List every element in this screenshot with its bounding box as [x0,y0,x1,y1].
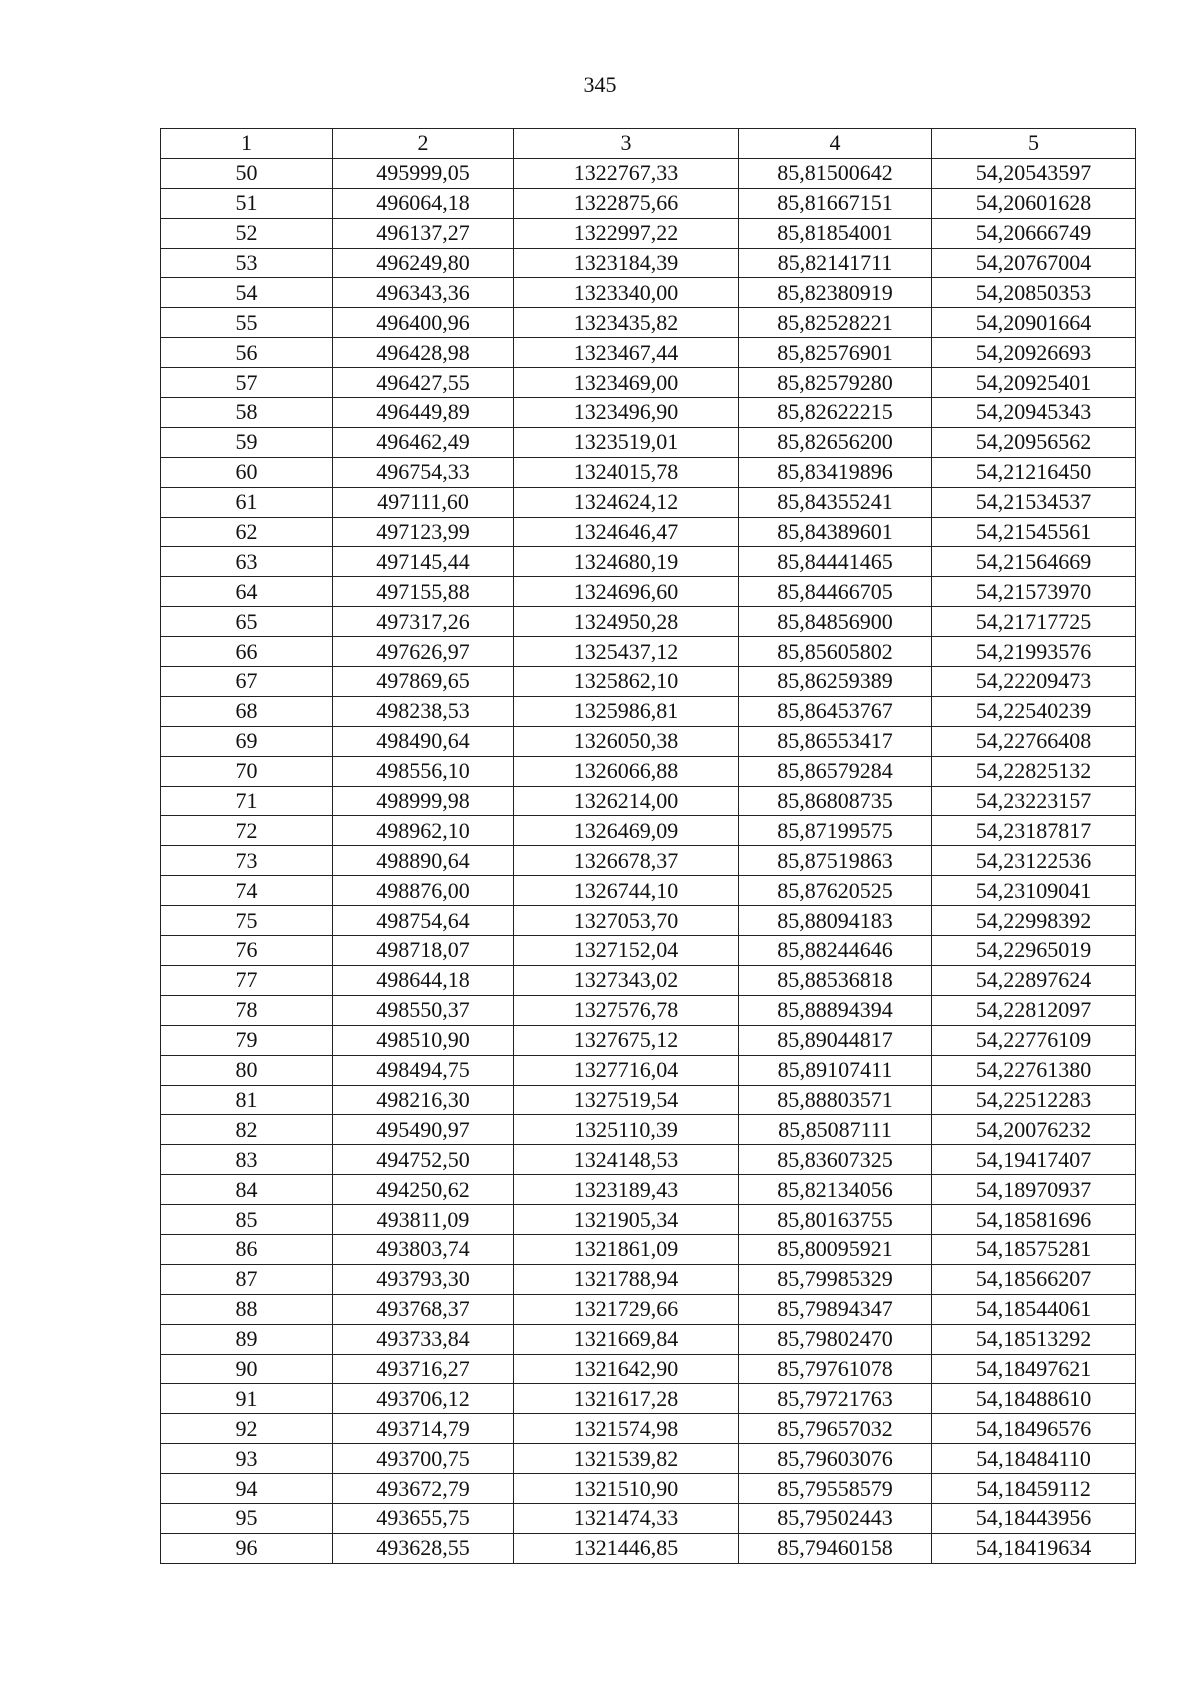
table-row [161,1145,1136,1175]
table-cell: 54,18488610 [932,1384,1136,1414]
table-cell: 55 [161,308,333,338]
table-cell: 85,86553417 [739,726,932,756]
table-row [161,936,1136,966]
table-header [161,129,1136,159]
table-row [161,1115,1136,1145]
table-cell: 54,18566207 [932,1264,1136,1294]
table-cell: 64 [161,577,333,607]
table-row [161,667,1136,697]
table-cell: 54,22897624 [932,965,1136,995]
table-cell: 72 [161,816,333,846]
table-cell: 85 [161,1205,333,1235]
table-cell: 54,18484110 [932,1444,1136,1474]
table-body [161,158,1136,1563]
table-cell: 496462,49 [333,427,514,457]
table-cell: 85,82622215 [739,398,932,428]
table-cell: 54,20601628 [932,188,1136,218]
table-cell: 85,81500642 [739,158,932,188]
table-cell: 85,87199575 [739,816,932,846]
table-cell: 498644,18 [333,965,514,995]
table-cell: 88 [161,1294,333,1324]
table-cell: 1327519,54 [514,1085,739,1115]
table-cell: 498510,90 [333,1025,514,1055]
table-cell: 496064,18 [333,188,514,218]
table-cell: 496428,98 [333,338,514,368]
table-row [161,218,1136,248]
table-cell: 498556,10 [333,756,514,786]
table-cell: 497123,99 [333,517,514,547]
table-cell: 1321729,66 [514,1294,739,1324]
table-cell: 54,21717725 [932,607,1136,637]
table-cell: 1326050,38 [514,726,739,756]
table-cell: 1324950,28 [514,607,739,637]
table-cell: 497111,60 [333,487,514,517]
table-cell: 85,82528221 [739,308,932,338]
table-cell: 498494,75 [333,1055,514,1085]
table-cell: 1325110,39 [514,1115,739,1145]
table-cell: 85,86453767 [739,696,932,726]
table-cell: 63 [161,547,333,577]
table-cell: 75 [161,906,333,936]
table-cell: 79 [161,1025,333,1055]
table-cell: 59 [161,427,333,457]
table-cell: 54,22812097 [932,995,1136,1025]
table-cell: 74 [161,876,333,906]
table-cell: 493706,12 [333,1384,514,1414]
table-cell: 496137,27 [333,218,514,248]
table-cell: 498490,64 [333,726,514,756]
table-cell: 1321861,09 [514,1234,739,1264]
table-cell: 498962,10 [333,816,514,846]
table-cell: 54,23122536 [932,846,1136,876]
table-cell: 85,81667151 [739,188,932,218]
table-cell: 1321574,98 [514,1414,739,1444]
table-cell: 54,23223157 [932,786,1136,816]
table-cell: 54,18581696 [932,1205,1136,1235]
table-cell: 61 [161,487,333,517]
table-cell: 62 [161,517,333,547]
table-cell: 96 [161,1533,333,1563]
coordinates-table [160,128,1136,1564]
table-row [161,457,1136,487]
table-cell: 78 [161,995,333,1025]
table-cell: 498876,00 [333,876,514,906]
table-cell: 1326678,37 [514,846,739,876]
table-cell: 54,22209473 [932,667,1136,697]
table-cell: 1325986,81 [514,696,739,726]
table-cell: 70 [161,756,333,786]
table-cell: 1321446,85 [514,1533,739,1563]
table-cell: 85,79657032 [739,1414,932,1444]
table-cell: 60 [161,457,333,487]
table-cell: 68 [161,696,333,726]
table-cell: 498550,37 [333,995,514,1025]
table-cell: 54,23109041 [932,876,1136,906]
table-cell: 495490,97 [333,1115,514,1145]
table-cell: 1326214,00 [514,786,739,816]
table-cell: 1321539,82 [514,1444,739,1474]
table-cell: 1324646,47 [514,517,739,547]
table-row [161,726,1136,756]
table-cell: 496449,89 [333,398,514,428]
table-row [161,786,1136,816]
table-cell: 54,22761380 [932,1055,1136,1085]
table-row [161,487,1136,517]
table-cell: 85,84389601 [739,517,932,547]
table-cell: 1321642,90 [514,1354,739,1384]
table-cell: 54,18443956 [932,1503,1136,1533]
table-cell: 496754,33 [333,457,514,487]
table-cell: 498718,07 [333,936,514,966]
table-cell: 85,79603076 [739,1444,932,1474]
table-cell: 90 [161,1354,333,1384]
table-row [161,368,1136,398]
table-cell: 493793,30 [333,1264,514,1294]
table-cell: 85,83419896 [739,457,932,487]
table-cell: 493811,09 [333,1205,514,1235]
page-number: 345 [583,72,617,97]
table-cell: 496400,96 [333,308,514,338]
table-cell: 1327343,02 [514,965,739,995]
table-cell: 54,22512283 [932,1085,1136,1115]
table-cell: 1323467,44 [514,338,739,368]
table-cell: 93 [161,1444,333,1474]
table-cell: 85,82380919 [739,278,932,308]
table-cell: 1327152,04 [514,936,739,966]
table-cell: 495999,05 [333,158,514,188]
table-cell: 1323435,82 [514,308,739,338]
table-cell: 91 [161,1384,333,1414]
table-cell: 497317,26 [333,607,514,637]
table-cell: 1324624,12 [514,487,739,517]
table-cell: 81 [161,1085,333,1115]
table-cell: 497869,65 [333,667,514,697]
table-cell: 95 [161,1503,333,1533]
table-cell: 1326066,88 [514,756,739,786]
table-cell: 498754,64 [333,906,514,936]
table-cell: 85,88244646 [739,936,932,966]
table-row [161,816,1136,846]
table-cell: 85,82579280 [739,368,932,398]
table-cell: 54,20901664 [932,308,1136,338]
table-cell: 85,86808735 [739,786,932,816]
table-cell: 82 [161,1115,333,1145]
table-cell: 51 [161,188,333,218]
table-cell: 85,88094183 [739,906,932,936]
table-cell: 80 [161,1055,333,1085]
table-cell: 493628,55 [333,1533,514,1563]
table-cell: 85,84441465 [739,547,932,577]
column-header: 4 [739,129,932,159]
table-cell: 1323340,00 [514,278,739,308]
table-cell: 1324696,60 [514,577,739,607]
table-row [161,965,1136,995]
table-cell: 493655,75 [333,1503,514,1533]
table-cell: 1321669,84 [514,1324,739,1354]
table-cell: 85,79802470 [739,1324,932,1354]
table-cell: 496249,80 [333,248,514,278]
table-cell: 493672,79 [333,1474,514,1504]
table-cell: 54,20076232 [932,1115,1136,1145]
table-row [161,188,1136,218]
table-cell: 86 [161,1234,333,1264]
table-row [161,1085,1136,1115]
table-cell: 94 [161,1474,333,1504]
table-cell: 493714,79 [333,1414,514,1444]
table-cell: 493733,84 [333,1324,514,1354]
table-cell: 54,18419634 [932,1533,1136,1563]
table-cell: 85,84466705 [739,577,932,607]
table-cell: 85,79558579 [739,1474,932,1504]
table-row [161,278,1136,308]
table-cell: 69 [161,726,333,756]
table-cell: 85,88536818 [739,965,932,995]
table-cell: 494752,50 [333,1145,514,1175]
table-row [161,1474,1136,1504]
table-cell: 54,21545561 [932,517,1136,547]
table-row [161,1384,1136,1414]
table-cell: 54 [161,278,333,308]
table-cell: 57 [161,368,333,398]
table-cell: 85,85605802 [739,637,932,667]
table-cell: 498890,64 [333,846,514,876]
table-row [161,1025,1136,1055]
table-cell: 85,80163755 [739,1205,932,1235]
table-cell: 54,22540239 [932,696,1136,726]
column-header: 3 [514,129,739,159]
table-cell: 1321905,34 [514,1205,739,1235]
table-cell: 54,22825132 [932,756,1136,786]
table-cell: 54,20956562 [932,427,1136,457]
table-cell: 54,21564669 [932,547,1136,577]
table-cell: 85,88803571 [739,1085,932,1115]
table-cell: 50 [161,158,333,188]
table-cell: 1324680,19 [514,547,739,577]
table-cell: 1323184,39 [514,248,739,278]
table-row [161,846,1136,876]
table-cell: 1324148,53 [514,1145,739,1175]
table-cell: 1321788,94 [514,1264,739,1294]
table-cell: 54,23187817 [932,816,1136,846]
table-cell: 493716,27 [333,1354,514,1384]
table-row [161,308,1136,338]
table-cell: 496343,36 [333,278,514,308]
table-cell: 497155,88 [333,577,514,607]
table-row [161,1444,1136,1474]
table-row [161,906,1136,936]
table-cell: 85,81854001 [739,218,932,248]
table-cell: 54,18459112 [932,1474,1136,1504]
table-cell: 85,83607325 [739,1145,932,1175]
table-cell: 85,79985329 [739,1264,932,1294]
table-cell: 1327576,78 [514,995,739,1025]
table-cell: 85,86579284 [739,756,932,786]
table-cell: 84 [161,1175,333,1205]
table-cell: 54,20543597 [932,158,1136,188]
table-row [161,398,1136,428]
table-cell: 89 [161,1324,333,1354]
column-header: 5 [932,129,1136,159]
table-cell: 85,79721763 [739,1384,932,1414]
table-cell: 1323496,90 [514,398,739,428]
table-cell: 54,22965019 [932,936,1136,966]
table-cell: 85,89044817 [739,1025,932,1055]
table-cell: 85,84856900 [739,607,932,637]
table-row [161,1414,1136,1444]
table-cell: 54,20925401 [932,368,1136,398]
table-cell: 1322997,22 [514,218,739,248]
table-cell: 494250,62 [333,1175,514,1205]
table-cell: 493768,37 [333,1294,514,1324]
table-cell: 85,79460158 [739,1533,932,1563]
table-cell: 1321474,33 [514,1503,739,1533]
table-cell: 65 [161,607,333,637]
table-row [161,1205,1136,1235]
header-row [161,129,1136,159]
table-cell: 493803,74 [333,1234,514,1264]
table-cell: 83 [161,1145,333,1175]
table-cell: 54,19417407 [932,1145,1136,1175]
table-row [161,995,1136,1025]
table-cell: 1322767,33 [514,158,739,188]
table-cell: 496427,55 [333,368,514,398]
table-cell: 85,89107411 [739,1055,932,1085]
table-cell: 76 [161,936,333,966]
table-row [161,517,1136,547]
table-cell: 1325862,10 [514,667,739,697]
column-header: 1 [161,129,333,159]
table-cell: 52 [161,218,333,248]
table-cell: 85,85087111 [739,1115,932,1145]
table-cell: 85,79761078 [739,1354,932,1384]
column-header: 2 [333,129,514,159]
table-row [161,1533,1136,1563]
table-row [161,248,1136,278]
table-cell: 71 [161,786,333,816]
table-row [161,876,1136,906]
table-row [161,547,1136,577]
table-cell: 58 [161,398,333,428]
table-cell: 85,87620525 [739,876,932,906]
table-row [161,607,1136,637]
table-row [161,427,1136,457]
table-row [161,1234,1136,1264]
table-cell: 54,22766408 [932,726,1136,756]
table-cell: 54,18496576 [932,1414,1136,1444]
table-row [161,1055,1136,1085]
table-cell: 1323469,00 [514,368,739,398]
table-cell: 1326744,10 [514,876,739,906]
table-row [161,1503,1136,1533]
table-cell: 497145,44 [333,547,514,577]
table-row [161,338,1136,368]
table-cell: 54,20945343 [932,398,1136,428]
table-cell: 85,79894347 [739,1294,932,1324]
table-cell: 498216,30 [333,1085,514,1115]
table-cell: 85,82141711 [739,248,932,278]
table-row [161,1324,1136,1354]
table-cell: 54,22998392 [932,906,1136,936]
table-cell: 85,82576901 [739,338,932,368]
table-cell: 498999,98 [333,786,514,816]
table-cell: 66 [161,637,333,667]
table-cell: 54,21216450 [932,457,1136,487]
table-cell: 1323519,01 [514,427,739,457]
table-cell: 85,79502443 [739,1503,932,1533]
table-cell: 493700,75 [333,1444,514,1474]
table-cell: 54,21573970 [932,577,1136,607]
table-cell: 73 [161,846,333,876]
table-cell: 54,18497621 [932,1354,1136,1384]
table-cell: 1324015,78 [514,457,739,487]
table-cell: 85,88894394 [739,995,932,1025]
table-row [161,1294,1136,1324]
table-cell: 85,87519863 [739,846,932,876]
table-cell: 498238,53 [333,696,514,726]
table-cell: 54,20850353 [932,278,1136,308]
table-cell: 1322875,66 [514,188,739,218]
table-cell: 85,82656200 [739,427,932,457]
table-cell: 1327716,04 [514,1055,739,1085]
table-row [161,1175,1136,1205]
table-cell: 54,20666749 [932,218,1136,248]
table-cell: 1327053,70 [514,906,739,936]
table-cell: 1326469,09 [514,816,739,846]
table-cell: 54,18513292 [932,1324,1136,1354]
table-cell: 1321510,90 [514,1474,739,1504]
table-cell: 1321617,28 [514,1384,739,1414]
table-cell: 53 [161,248,333,278]
table-row [161,577,1136,607]
table-cell: 54,18970937 [932,1175,1136,1205]
table-cell: 54,20767004 [932,248,1136,278]
table-row [161,1264,1136,1294]
table-row [161,756,1136,786]
table-cell: 54,18575281 [932,1234,1136,1264]
table-cell: 85,80095921 [739,1234,932,1264]
table-row [161,696,1136,726]
table-cell: 54,21534537 [932,487,1136,517]
table-cell: 54,20926693 [932,338,1136,368]
table-cell: 54,21993576 [932,637,1136,667]
table-row [161,158,1136,188]
table-cell: 92 [161,1414,333,1444]
table-cell: 67 [161,667,333,697]
table-cell: 1325437,12 [514,637,739,667]
table-cell: 1323189,43 [514,1175,739,1205]
table-cell: 85,82134056 [739,1175,932,1205]
table-row [161,637,1136,667]
table-cell: 87 [161,1264,333,1294]
table-cell: 77 [161,965,333,995]
table-cell: 56 [161,338,333,368]
table-cell: 54,22776109 [932,1025,1136,1055]
table-cell: 54,18544061 [932,1294,1136,1324]
table-row [161,1354,1136,1384]
table-cell: 1327675,12 [514,1025,739,1055]
table-cell: 85,86259389 [739,667,932,697]
table-cell: 497626,97 [333,637,514,667]
table-cell: 85,84355241 [739,487,932,517]
